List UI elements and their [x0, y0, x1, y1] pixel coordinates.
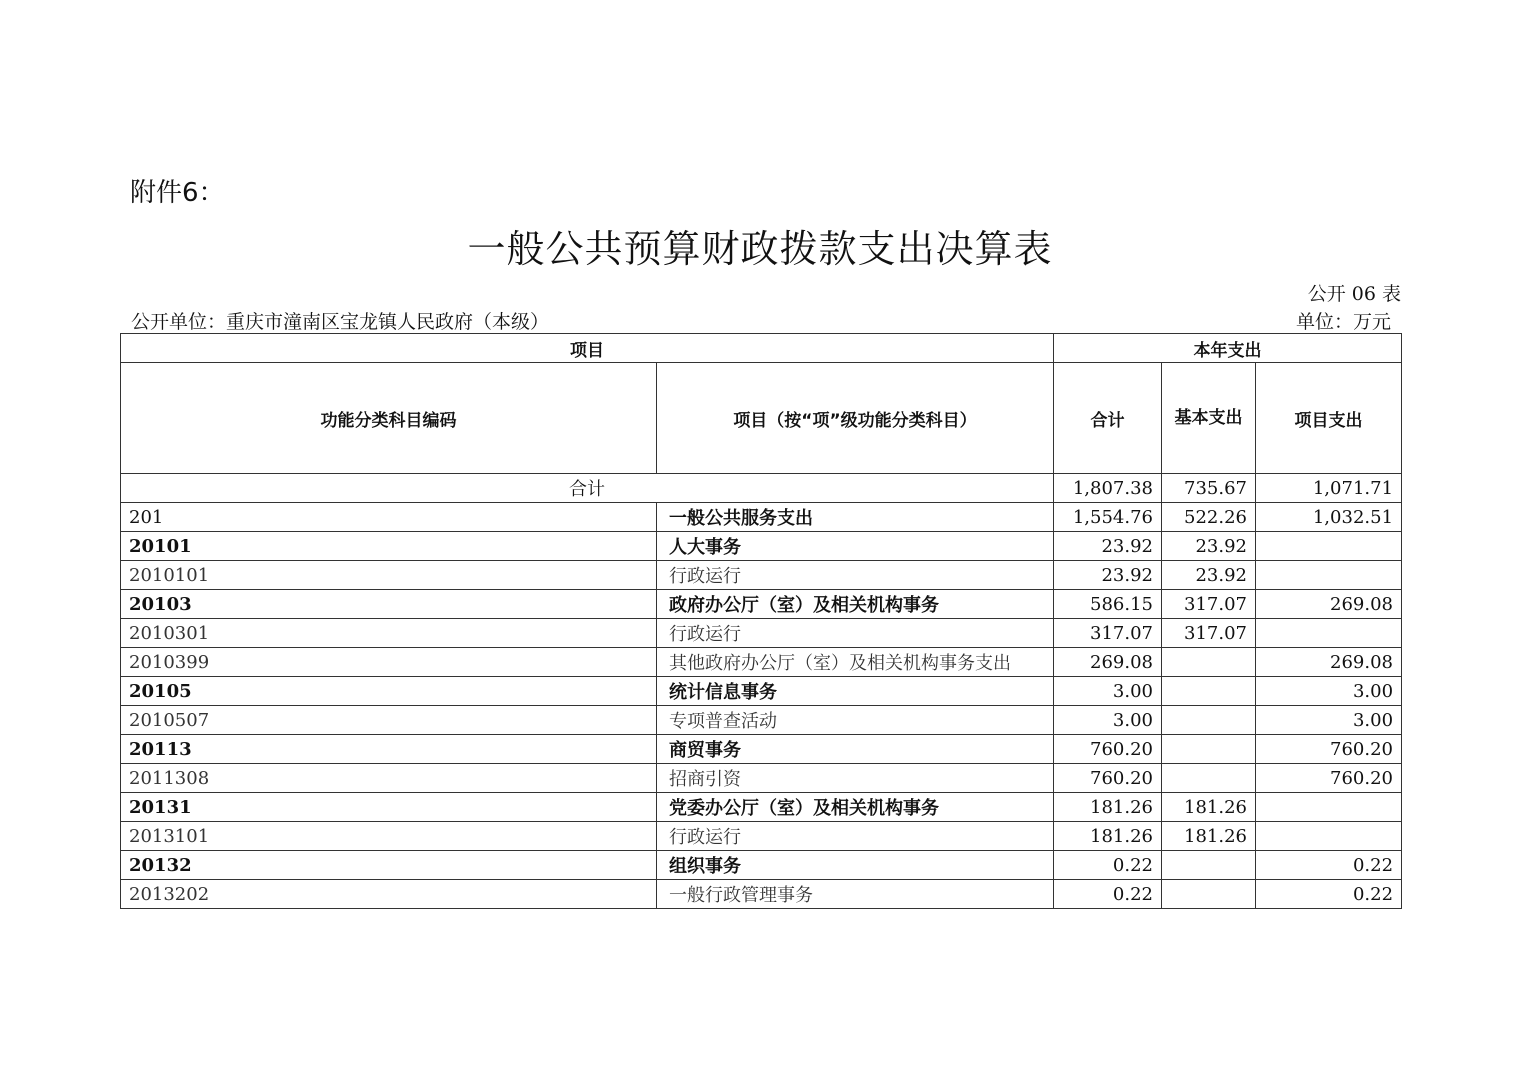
row-proj [1256, 561, 1402, 590]
row-code: 2013202 [121, 880, 657, 909]
publishing-unit: 公开单位：重庆市潼南区宝龙镇人民政府（本级） [131, 311, 550, 333]
row-total: 3.00 [1054, 677, 1162, 706]
table-row [121, 822, 1402, 851]
row-code: 201 [121, 503, 657, 532]
row-total: 0.22 [1054, 880, 1162, 909]
table-row [121, 590, 1402, 619]
total-label: 合计 [121, 474, 1054, 503]
row-name: 一般行政管理事务 [657, 880, 1054, 909]
row-name: 行政运行 [657, 619, 1054, 648]
row-code: 20132 [121, 851, 657, 880]
row-basic: 181.26 [1162, 793, 1256, 822]
row-proj [1256, 793, 1402, 822]
table-row [121, 706, 1402, 735]
currency-unit: 单位：万元 [1295, 311, 1391, 333]
row-basic: 181.26 [1162, 822, 1256, 851]
row-basic [1162, 677, 1256, 706]
row-basic: 317.07 [1162, 619, 1256, 648]
row-total: 23.92 [1054, 561, 1162, 590]
row-total: 269.08 [1054, 648, 1162, 677]
row-basic: 522.26 [1162, 503, 1256, 532]
table-row [121, 677, 1402, 706]
page-title: 一般公共预算财政拨款支出决算表 [467, 227, 1053, 271]
row-total: 23.92 [1054, 532, 1162, 561]
row-name: 行政运行 [657, 822, 1054, 851]
row-basic [1162, 706, 1256, 735]
row-proj [1256, 619, 1402, 648]
row-total: 760.20 [1054, 764, 1162, 793]
table-row [121, 648, 1402, 677]
row-name: 政府办公厅（室）及相关机构事务 [657, 590, 1054, 619]
total-sum: 1,807.38 [1054, 474, 1162, 503]
row-code: 2010507 [121, 706, 657, 735]
row-code: 20131 [121, 793, 657, 822]
header-item: 项目（按“项”级功能分类科目） [657, 363, 1054, 474]
row-name: 其他政府办公厅（室）及相关机构事务支出 [657, 648, 1054, 677]
table-row [121, 793, 1402, 822]
row-total: 1,554.76 [1054, 503, 1162, 532]
row-total: 181.26 [1054, 793, 1162, 822]
row-name: 一般公共服务支出 [657, 503, 1054, 532]
total-proj: 1,071.71 [1256, 474, 1402, 503]
header-basic: 基本支出 [1162, 363, 1256, 474]
row-code: 20103 [121, 590, 657, 619]
row-code: 2010101 [121, 561, 657, 590]
header-total: 合计 [1054, 363, 1162, 474]
table-row [121, 735, 1402, 764]
row-proj: 1,032.51 [1256, 503, 1402, 532]
total-row [121, 474, 1402, 503]
row-code: 20113 [121, 735, 657, 764]
row-total: 3.00 [1054, 706, 1162, 735]
table-row [121, 532, 1402, 561]
row-code: 2013101 [121, 822, 657, 851]
row-basic [1162, 764, 1256, 793]
header-current-year: 本年支出 [1054, 334, 1402, 363]
table-row [121, 851, 1402, 880]
row-name: 党委办公厅（室）及相关机构事务 [657, 793, 1054, 822]
row-total: 760.20 [1054, 735, 1162, 764]
total-basic: 735.67 [1162, 474, 1256, 503]
table-row [121, 619, 1402, 648]
row-basic [1162, 735, 1256, 764]
row-basic [1162, 648, 1256, 677]
row-proj: 269.08 [1256, 590, 1402, 619]
row-name: 专项普查活动 [657, 706, 1054, 735]
row-proj: 3.00 [1256, 677, 1402, 706]
row-basic [1162, 851, 1256, 880]
row-basic: 23.92 [1162, 561, 1256, 590]
row-code: 2010301 [121, 619, 657, 648]
row-proj: 0.22 [1256, 880, 1402, 909]
row-total: 0.22 [1054, 851, 1162, 880]
row-total: 317.07 [1054, 619, 1162, 648]
row-basic: 317.07 [1162, 590, 1256, 619]
row-name: 人大事务 [657, 532, 1054, 561]
row-proj: 0.22 [1256, 851, 1402, 880]
row-basic [1162, 880, 1256, 909]
row-code: 20101 [121, 532, 657, 561]
header-proj: 项目支出 [1256, 363, 1402, 474]
table-row [121, 561, 1402, 590]
row-total: 181.26 [1054, 822, 1162, 851]
attachment-label: 附件6： [130, 178, 225, 208]
row-name: 招商引资 [657, 764, 1054, 793]
row-name: 统计信息事务 [657, 677, 1054, 706]
row-basic: 23.92 [1162, 532, 1256, 561]
table-row [121, 764, 1402, 793]
row-proj: 269.08 [1256, 648, 1402, 677]
table-row [121, 880, 1402, 909]
row-proj: 760.20 [1256, 764, 1402, 793]
expenditure-table [120, 333, 1402, 909]
row-proj [1256, 822, 1402, 851]
row-proj [1256, 532, 1402, 561]
row-name: 商贸事务 [657, 735, 1054, 764]
header-project: 项目 [121, 334, 1054, 363]
row-code: 20105 [121, 677, 657, 706]
row-code: 2010399 [121, 648, 657, 677]
row-code: 2011308 [121, 764, 657, 793]
row-total: 586.15 [1054, 590, 1162, 619]
table-number: 公开 06 表 [1307, 283, 1401, 305]
header-code: 功能分类科目编码 [121, 363, 657, 474]
table-row [121, 503, 1402, 532]
row-proj: 3.00 [1256, 706, 1402, 735]
row-name: 组织事务 [657, 851, 1054, 880]
row-proj: 760.20 [1256, 735, 1402, 764]
row-name: 行政运行 [657, 561, 1054, 590]
